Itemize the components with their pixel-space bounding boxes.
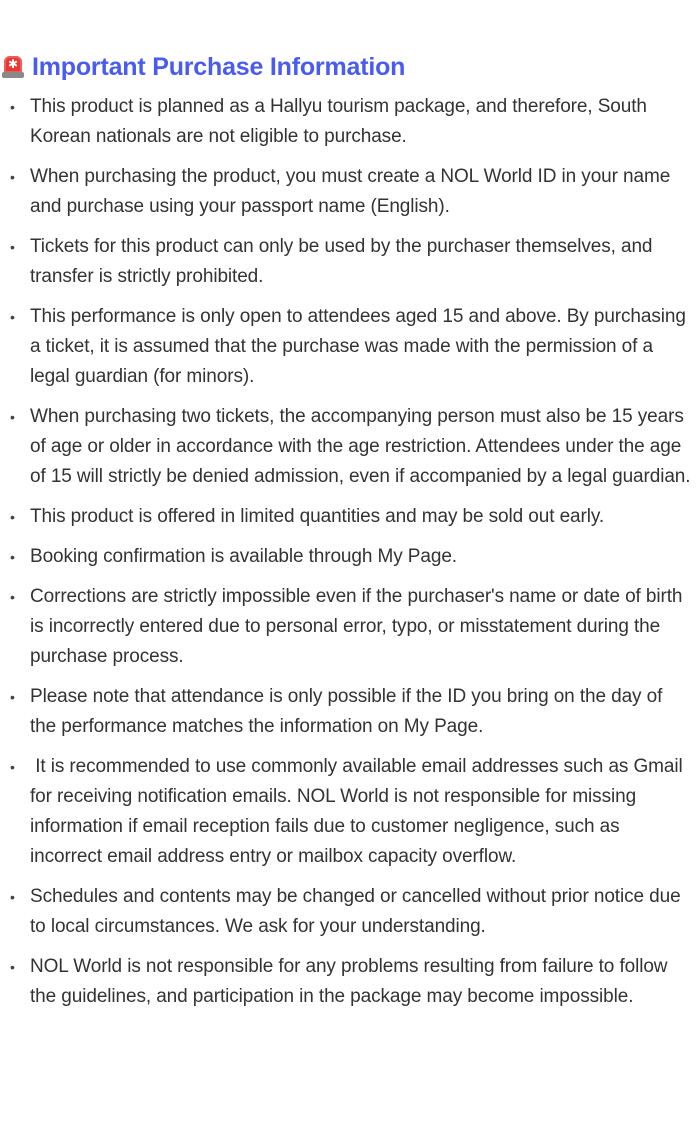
list-item: [0, 302, 692, 392]
list-item: [0, 542, 692, 572]
list-item-text: When purchasing the product, you must create a NOL World ID in your name and purchase using your passport name (English).: [30, 166, 671, 217]
list-item-text: Tickets for this product can only be used by the purchaser themselves, and transfer is strictly prohibited.: [30, 236, 653, 287]
bullet-icon: •: [10, 689, 15, 705]
list-item-text: This performance is only open to attendees aged 15 and above. By purchasing a ticket, it is assumed that the purchase was made with the permission of a legal guardian (for minors).: [30, 306, 686, 387]
bullet-icon: •: [10, 239, 15, 255]
list-item: [0, 952, 692, 1012]
siren-icon: ✱: [2, 56, 24, 78]
list-item-text: It is recommended to use commonly available email addresses such as Gmail for receiving notification emails. NOL World is not responsible for missing information if email reception fails due to customer negligence, such as incorrect email address entry or mailbox capacity overflow.: [30, 756, 688, 867]
list-item-text: Corrections are strictly impossible even if the purchaser's name or date of birth is incorrectly entered due to personal error, typo, or misstatement during the purchase process.: [30, 586, 683, 667]
list-item-text: NOL World is not responsible for any problems resulting from failure to follow the guidelines, and participation in the package may become impossible.: [30, 956, 668, 1007]
bullet-icon: •: [10, 589, 15, 605]
bullet-icon: •: [10, 99, 15, 115]
bullet-icon: •: [10, 169, 15, 185]
list-item: [0, 232, 692, 292]
bullet-icon: •: [10, 549, 15, 565]
list-item: [0, 752, 692, 872]
list-item-text: When purchasing two tickets, the accompanying person must also be 15 years of age or older in accordance with the age restriction. Attendees under the age of 15 will strictly be denied admission, even if accompanied by a legal guardian.: [30, 406, 691, 487]
bullet-icon: •: [10, 309, 15, 325]
bullet-icon: •: [10, 889, 15, 905]
bullet-icon: •: [10, 959, 15, 975]
section-header: [2, 50, 692, 84]
list-item-text: Schedules and contents may be changed or cancelled without prior notice due to local circumstances. We ask for your understanding.: [30, 886, 681, 937]
bullet-icon: •: [10, 759, 15, 775]
list-item: [0, 402, 692, 492]
list-item: [0, 682, 692, 742]
list-item: [0, 882, 692, 942]
list-item: [0, 502, 692, 532]
bullet-icon: •: [10, 409, 15, 425]
info-list: [0, 92, 692, 1012]
list-item: [0, 162, 692, 222]
list-item-text: This product is offered in limited quantities and may be sold out early.: [30, 506, 605, 527]
list-item: [0, 92, 692, 152]
section-title: Important Purchase Information: [32, 52, 406, 81]
list-item-text: Booking confirmation is available through My Page.: [30, 546, 457, 567]
list-item-text: This product is planned as a Hallyu tourism package, and therefore, South Korean nationals are not eligible to purchase.: [30, 96, 647, 147]
bullet-icon: •: [10, 509, 15, 525]
list-item: [0, 582, 692, 672]
list-item-text: Please note that attendance is only possible if the ID you bring on the day of the performance matches the information on My Page.: [30, 686, 663, 737]
